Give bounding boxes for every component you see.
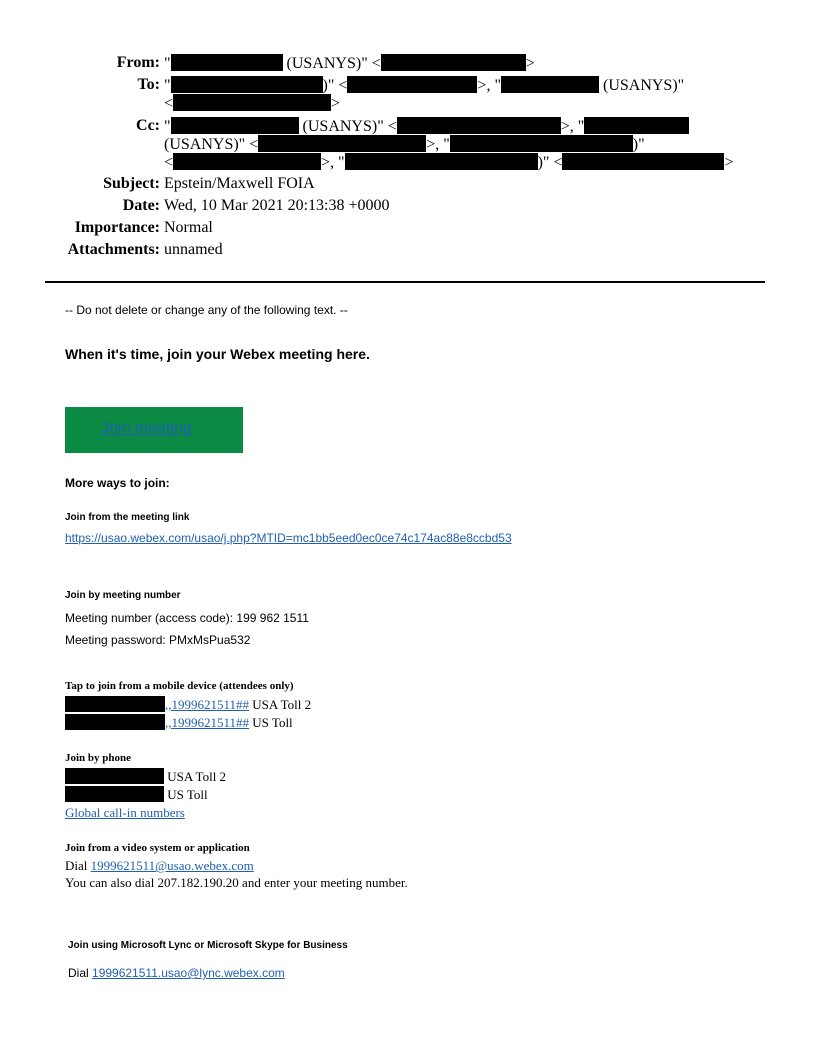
lync-heading: Join using Microsoft Lync or Microsoft Skype for Business (68, 940, 348, 951)
attachments-value: unnamed (164, 241, 223, 258)
redaction (258, 135, 426, 152)
header-divider (45, 281, 765, 283)
redaction (65, 696, 165, 712)
mobile-dial-link[interactable]: ,,1999621511## (165, 697, 250, 712)
lync-address-link[interactable]: 1999621511.usao@lync.webex.com (92, 966, 285, 980)
attachments-label: Attachments: (67, 241, 160, 258)
date-value: Wed, 10 Mar 2021 20:13:38 +0000 (164, 197, 390, 214)
redaction (173, 153, 321, 170)
phone-label: USA Toll 2 (167, 769, 227, 784)
redaction (65, 768, 164, 784)
dial-prefix: Dial (68, 966, 89, 980)
subject-label: Subject: (103, 175, 160, 192)
cc-value-cont2: < >, " )" < > (164, 154, 734, 171)
subject-value: Epstein/Maxwell FOIA (164, 175, 315, 192)
join-meeting-button[interactable] (65, 407, 243, 453)
cc-value-cont: (USANYS)" < >, " )" (164, 136, 645, 153)
redaction (65, 786, 164, 802)
to-label: To: (137, 76, 160, 93)
video-note: You can also dial 207.182.190.20 and enter your meeting number. (65, 875, 408, 890)
redaction (347, 76, 477, 93)
redaction (584, 117, 689, 134)
redaction (173, 94, 331, 111)
number-heading: Join by meeting number (65, 590, 181, 601)
redaction (171, 117, 299, 134)
notice-text: -- Do not delete or change any of the following text. -- (65, 303, 348, 317)
redaction (171, 54, 283, 71)
dial-prefix: Dial (65, 858, 88, 873)
meeting-link[interactable]: https://usao.webex.com/usao/j.php?MTID=mc1bb5eed0ec0ce74c174ac88e8ccbd53 (65, 531, 512, 545)
redaction (381, 54, 526, 71)
join-meeting-link[interactable]: Join meeting (101, 420, 192, 437)
date-label: Date: (122, 197, 160, 214)
cc-label: Cc: (136, 117, 160, 134)
redaction (65, 714, 165, 730)
phone-row-2 (65, 786, 208, 803)
video-dial-row (65, 858, 254, 874)
redaction (562, 153, 724, 170)
from-label: From: (116, 54, 160, 71)
from-org: (USANYS)" (286, 55, 368, 72)
cc-org: (USANYS)" (302, 118, 384, 135)
video-heading: Join from a video system or application (65, 842, 250, 854)
headline: When it's time, join your Webex meeting here. (65, 346, 370, 362)
link-heading: Join from the meeting link (65, 512, 190, 523)
cc-value: " (USANYS)" < >, " (164, 117, 689, 136)
redaction (501, 76, 599, 93)
video-address-link[interactable]: 1999621511@usao.webex.com (90, 858, 254, 873)
global-call-in-link[interactable]: Global call-in numbers (65, 805, 185, 820)
more-ways-heading: More ways to join: (65, 476, 170, 490)
importance-label: Importance: (74, 219, 160, 236)
redaction (345, 153, 538, 170)
phone-row-1 (65, 768, 226, 785)
phone-label: US Toll (167, 787, 208, 802)
mobile-heading: Tap to join from a mobile device (attendees only) (65, 680, 294, 692)
redaction (450, 135, 633, 152)
to-org: (USANYS)" (602, 77, 685, 94)
mobile-row-2 (65, 714, 293, 731)
mobile-label: USA Toll 2 (252, 697, 312, 712)
redaction (397, 117, 561, 134)
from-value: " (USANYS)" < > (164, 55, 535, 72)
phone-heading: Join by phone (65, 752, 132, 764)
lync-dial-row (68, 966, 285, 980)
mobile-dial-link[interactable]: ,,1999621511## (165, 715, 250, 730)
mobile-label: US Toll (252, 715, 293, 730)
importance-value: Normal (164, 219, 213, 236)
meeting-number: Meeting number (access code): 199 962 1511 (65, 611, 309, 625)
cc-org: (USANYS)" (164, 136, 246, 153)
to-value-cont: < > (164, 95, 341, 112)
to-value: " )" < >, " (USANYS)" (164, 77, 685, 94)
redaction (171, 76, 323, 93)
meeting-password: Meeting password: PMxMsPua532 (65, 633, 251, 647)
mobile-row-1 (65, 696, 311, 713)
